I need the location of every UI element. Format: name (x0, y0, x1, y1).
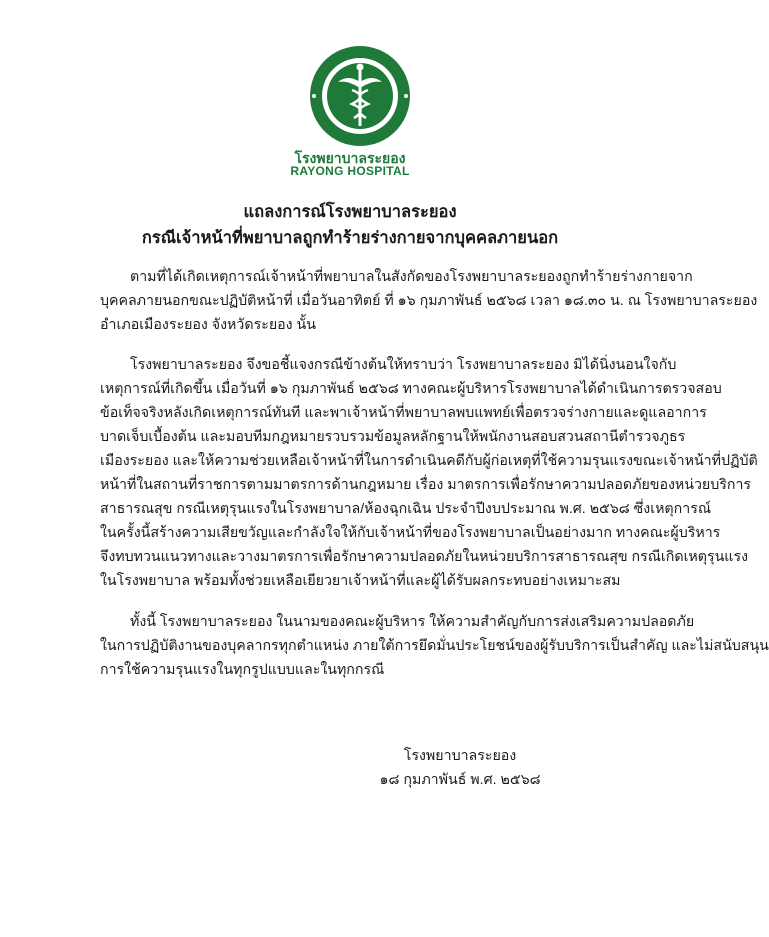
paragraph-2-line: จึงทบทวนแนวทางและวางมาตรการเพื่อรักษาความปลอดภัยในหน่วยบริการสาธารณสุข กรณีเกิดเหตุรุนแรง (100, 549, 748, 565)
ministry-of-public-health-logo (308, 44, 412, 148)
paragraph-2-line: เหตุการณ์ที่เกิดขึ้น เมื่อวันที่ ๑๖ กุมภาพันธ์ ๒๕๖๘ ทางคณะผู้บริหารโรงพยาบาลได้ดำเนินการตรวจสอบ (100, 381, 722, 397)
paragraph-3-line: การใช้ความรุนแรงในทุกรูปแบบและในทุกกรณี (100, 662, 385, 678)
statement-subtitle: กรณีเจ้าหน้าที่พยาบาลถูกทำร้ายร่างกายจากบุคคลภายนอก (141, 229, 559, 247)
hospital-name-th: โรงพยาบาลระยอง (294, 150, 406, 166)
paragraph-1-line: ตามที่ได้เกิดเหตุการณ์เจ้าหน้าที่พยาบาลในสังกัดของโรงพยาบาลระยองถูกทำร้ายร่างกายจาก (130, 269, 693, 285)
statement-title: แถลงการณ์โรงพยาบาลระยอง (243, 203, 457, 221)
paragraph-3-line: ทั้งนี้ โรงพยาบาลระยอง ในนามของคณะผู้บริหาร ให้ความสำคัญกับการส่งเสริมความปลอดภัย (130, 614, 695, 630)
paragraph-2-line: โรงพยาบาลระยอง จึงขอชี้แจงกรณีข้างต้นให้ทราบว่า โรงพยาบาลระยอง มิได้นิ่งนอนใจกับ (130, 357, 677, 373)
paragraph-2-line: บาดเจ็บเบื้องต้น และมอบทีมกฎหมายรวบรวมข้อมูลหลักฐานให้พนักงานสอบสวนสถานีตำรวจภูธร (100, 429, 686, 445)
paragraph-2-line: ในครั้งนี้สร้างความเสียขวัญและกำลังใจให้กับเจ้าหน้าที่ของโรงพยาบาลเป็นอย่างมาก ทางคณะผู้บริหาร (100, 525, 721, 541)
paragraph-1-line: บุคคลภายนอกขณะปฏิบัติหน้าที่ เมื่อวันอาทิตย์ ที่ ๑๖ กุมภาพันธ์ ๒๕๖๘ เวลา ๑๘.๓๐ น. ณ โรงพยาบาลระยอง (100, 293, 758, 309)
signature-date: ๑๘ กุมภาพันธ์ พ.ศ. ๒๕๖๘ (379, 772, 541, 788)
paragraph-3-line: ในการปฏิบัติงานของบุคลากรทุกตำแหน่ง ภายใต้การยึดมั่นประโยชน์ของผู้รับบริการเป็นสำคัญ และไม่สนับสนุน (100, 638, 769, 654)
paragraph-1-line: อำเภอเมืองระยอง จังหวัดระยอง นั้น (100, 317, 316, 333)
paragraph-2-line: ข้อเท็จจริงหลังเกิดเหตุการณ์ทันที และพาเจ้าหน้าที่พยาบาลพบแพทย์เพื่อตรวจร่างกายและดูแลอาการ (100, 405, 707, 421)
hospital-name-en: RAYONG HOSPITAL (290, 164, 410, 178)
paragraph-2-line: สาธารณสุข กรณีเหตุรุนแรงในโรงพยาบาล/ห้องฉุกเฉิน ประจำปีงบประมาณ พ.ศ. ๒๕๖๘ ซึ่งเหตุการณ์ (100, 501, 711, 517)
signature-org: โรงพยาบาลระยอง (403, 748, 517, 764)
paragraph-2-line: เมืองระยอง และให้ความช่วยเหลือเจ้าหน้าที่ในการดำเนินคดีกับผู้ก่อเหตุที่ใช้ความรุนแรงขณะเจ้าหน้าที่ปฏิบัติ (100, 453, 758, 469)
paragraph-2-line: หน้าที่ในสถานที่ราชการตามมาตรการด้านกฎหมาย เรื่อง มาตรการเพื่อรักษาความปลอดภัยของหน่วยบริการ (100, 477, 752, 493)
paragraph-2-line: ในโรงพยาบาล พร้อมทั้งช่วยเหลือเยียวยาเจ้าหน้าที่และผู้ได้รับผลกระทบอย่างเหมาะสม (100, 573, 621, 589)
